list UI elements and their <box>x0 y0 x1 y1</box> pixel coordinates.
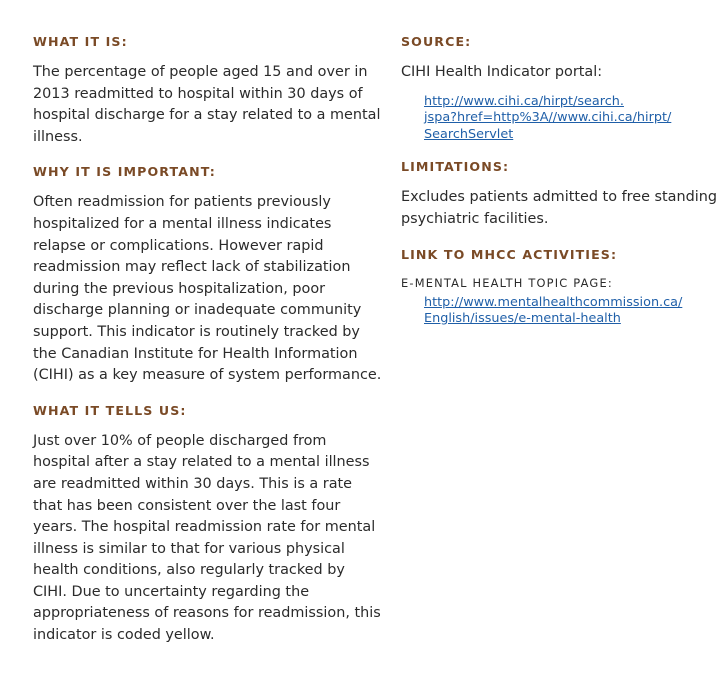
why-important-text: Often readmission for patients previously hospitalized for a mental illness indicates relapse or complications. However rapid readmission may reflect lack of stabilization during the previous hospitalization, poor discharge planning or inadequate community support. This indicator is routinely tracked by the Canadian Institute for Health Information (CIHI) as a key measure of system performance. <box>33 194 382 384</box>
why-important-section <box>33 164 383 386</box>
what-it-is-text: The percentage of people aged 15 and over in 2013 readmitted to hospital within 30 days of hospital discharge for a stay related to a mental illness. <box>33 64 381 145</box>
what-tells-text: Just over 10% of people discharged from hospital after a stay related to a mental illness are readmitted within 30 days. This is a rate that has been consistent over the last four years. The hospital readmission rate for mental illness is similar to that for various physical health conditions, also regularly tracked by CIHI. Due to uncertainty regarding the appropriateness of reasons for readmission, this indicator is coded yellow. <box>33 432 381 644</box>
what-it-is-section <box>33 34 383 148</box>
limitations-heading: LIMITATIONS: <box>401 159 510 175</box>
mhcc-section <box>401 247 721 328</box>
what-it-is-heading: WHAT IT IS: <box>33 34 128 49</box>
source-heading: SOURCE: <box>401 34 472 49</box>
source-section <box>401 34 721 143</box>
mhcc-heading: LINK TO MHCC ACTIVITIES: <box>401 246 618 262</box>
left-column <box>33 34 383 663</box>
right-column <box>401 34 721 344</box>
e-mental-health-subhead: E-MENTAL HEALTH TOPIC PAGE: <box>401 275 613 290</box>
cihi-portal-link[interactable] <box>424 94 721 144</box>
link-line: http://www.cihi.ca/hirpt/search. <box>424 93 624 109</box>
link-line: http://www.mentalhealthcommission.ca/ <box>424 294 683 310</box>
what-tells-heading: WHAT IT TELLS US: <box>33 402 187 418</box>
limitations-text: Excludes patients admitted to free standing psychiatric facilities. <box>401 189 717 227</box>
link-line: jspa?href=http%3A//www.cihi.ca/hirpt/ <box>424 110 672 126</box>
link-line: SearchServlet <box>424 126 514 142</box>
what-tells-section <box>33 403 383 647</box>
why-important-heading: WHY IT IS IMPORTANT: <box>33 164 216 180</box>
source-text: CIHI Health Indicator portal: <box>401 64 603 80</box>
mhcc-e-mental-health-link[interactable] <box>424 295 721 328</box>
link-line: English/issues/e-mental-health <box>424 311 621 327</box>
limitations-section <box>401 159 721 230</box>
